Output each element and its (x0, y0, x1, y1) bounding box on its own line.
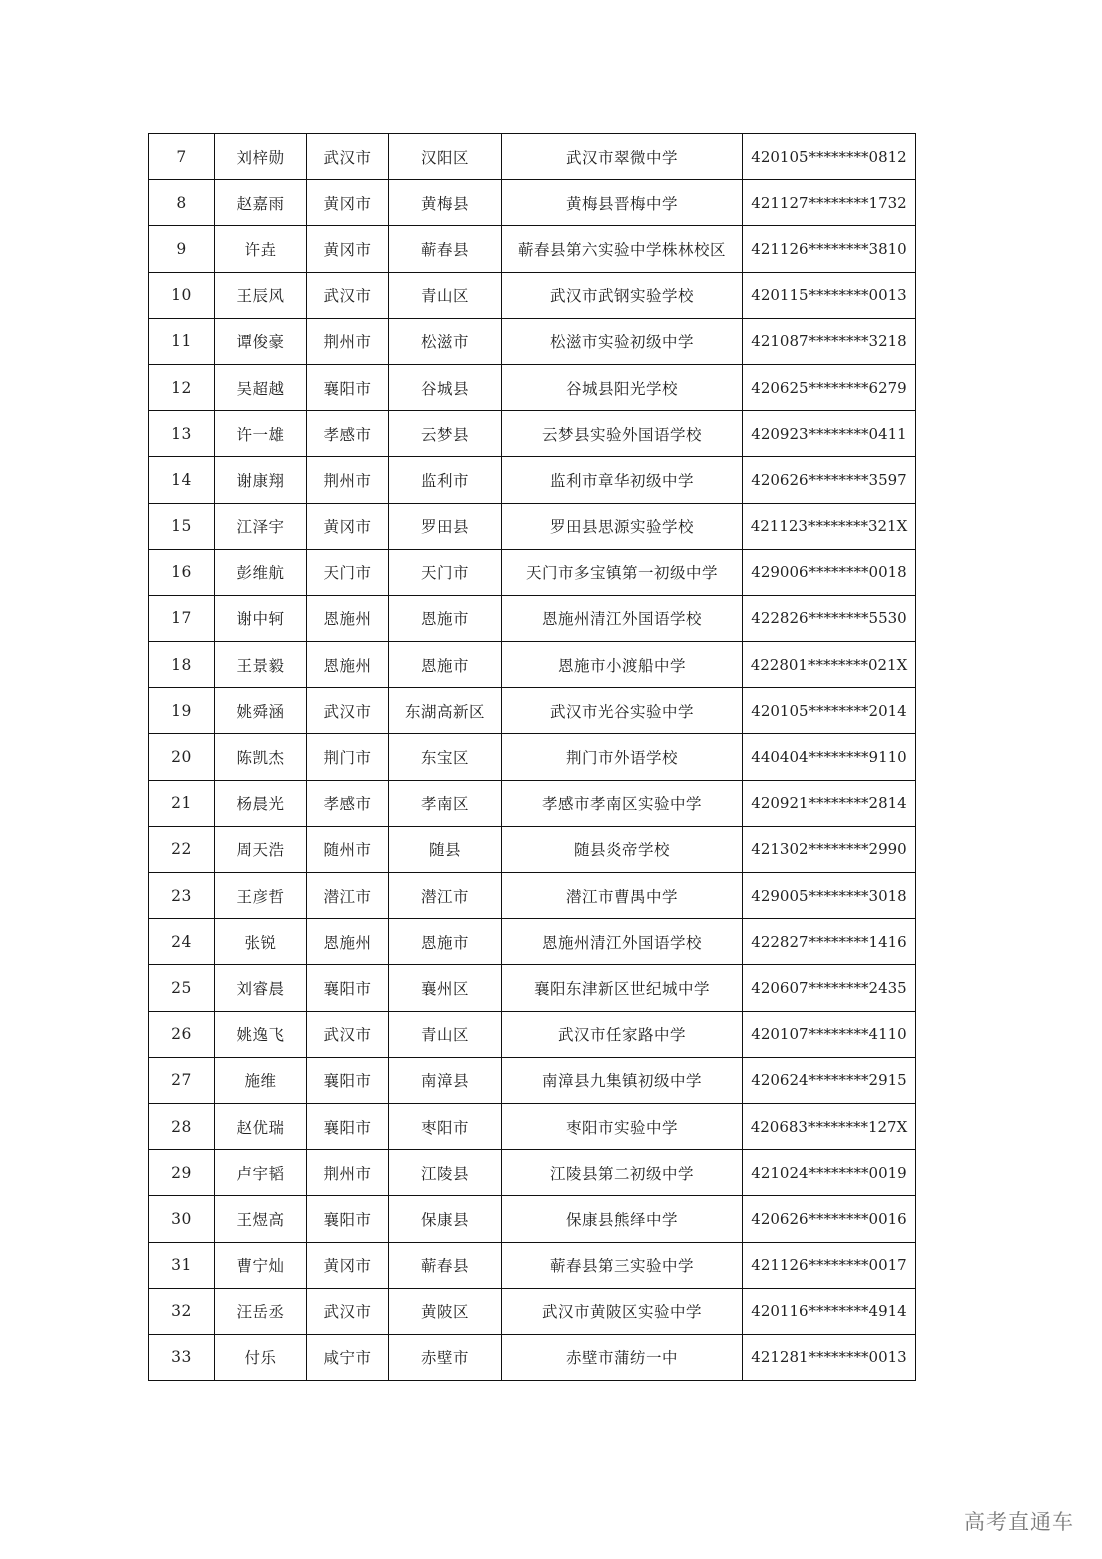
cell-student-name: 卢宇韬 (215, 1150, 307, 1196)
cell-number: 33 (149, 1334, 215, 1380)
cell-school: 武汉市武钢实验学校 (502, 272, 743, 318)
cell-school: 武汉市任家路中学 (502, 1011, 743, 1057)
cell-district: 监利市 (389, 457, 502, 503)
cell-id-number: 421302********2990 (743, 826, 916, 872)
cell-number: 12 (149, 364, 215, 410)
table-row (149, 1196, 916, 1242)
cell-id-number: 421126********0017 (743, 1242, 916, 1288)
cell-school: 南漳县九集镇初级中学 (502, 1057, 743, 1103)
cell-id-number: 421281********0013 (743, 1334, 916, 1380)
cell-city: 孝感市 (307, 780, 389, 826)
cell-id-number: 420921********2814 (743, 780, 916, 826)
table-row (149, 226, 916, 272)
cell-city: 潜江市 (307, 873, 389, 919)
cell-district: 谷城县 (389, 364, 502, 410)
cell-school: 蕲春县第六实验中学株林校区 (502, 226, 743, 272)
cell-school: 黄梅县晋梅中学 (502, 180, 743, 226)
cell-student-name: 刘梓勋 (215, 134, 307, 180)
cell-school: 潜江市曹禺中学 (502, 873, 743, 919)
cell-number: 19 (149, 688, 215, 734)
cell-city: 襄阳市 (307, 965, 389, 1011)
cell-student-name: 施维 (215, 1057, 307, 1103)
cell-district: 青山区 (389, 272, 502, 318)
table-row (149, 411, 916, 457)
cell-district: 孝南区 (389, 780, 502, 826)
cell-id-number: 420625********6279 (743, 364, 916, 410)
cell-city: 武汉市 (307, 134, 389, 180)
cell-student-name: 杨晨光 (215, 780, 307, 826)
cell-city: 黄冈市 (307, 1242, 389, 1288)
cell-school: 武汉市翠微中学 (502, 134, 743, 180)
cell-id-number: 420626********0016 (743, 1196, 916, 1242)
cell-id-number: 421087********3218 (743, 318, 916, 364)
cell-city: 恩施州 (307, 595, 389, 641)
student-list-table (148, 133, 916, 1381)
cell-id-number: 429006********0018 (743, 549, 916, 595)
cell-number: 28 (149, 1103, 215, 1149)
cell-id-number: 421024********0019 (743, 1150, 916, 1196)
cell-student-name: 谭俊豪 (215, 318, 307, 364)
cell-city: 黄冈市 (307, 180, 389, 226)
cell-school: 天门市多宝镇第一初级中学 (502, 549, 743, 595)
cell-school: 恩施州清江外国语学校 (502, 919, 743, 965)
cell-school: 赤壁市蒲纺一中 (502, 1334, 743, 1380)
cell-school: 孝感市孝南区实验中学 (502, 780, 743, 826)
cell-city: 随州市 (307, 826, 389, 872)
table-row (149, 873, 916, 919)
cell-id-number: 422827********1416 (743, 919, 916, 965)
cell-school: 随县炎帝学校 (502, 826, 743, 872)
cell-district: 黄梅县 (389, 180, 502, 226)
cell-city: 恩施州 (307, 642, 389, 688)
cell-school: 枣阳市实验中学 (502, 1103, 743, 1149)
cell-city: 荆州市 (307, 1150, 389, 1196)
cell-number: 30 (149, 1196, 215, 1242)
cell-id-number: 422826********5530 (743, 595, 916, 641)
cell-number: 25 (149, 965, 215, 1011)
cell-id-number: 422801********021X (743, 642, 916, 688)
cell-school: 云梦县实验外国语学校 (502, 411, 743, 457)
table-row (149, 826, 916, 872)
cell-id-number: 420626********3597 (743, 457, 916, 503)
cell-number: 11 (149, 318, 215, 364)
cell-school: 襄阳东津新区世纪城中学 (502, 965, 743, 1011)
cell-city: 武汉市 (307, 1011, 389, 1057)
cell-number: 17 (149, 595, 215, 641)
cell-id-number: 420105********0812 (743, 134, 916, 180)
cell-student-name: 汪岳丞 (215, 1288, 307, 1334)
cell-id-number: 421127********1732 (743, 180, 916, 226)
cell-student-name: 姚舜涵 (215, 688, 307, 734)
cell-student-name: 彭维航 (215, 549, 307, 595)
cell-number: 16 (149, 549, 215, 595)
cell-district: 蕲春县 (389, 226, 502, 272)
table-row (149, 780, 916, 826)
cell-number: 29 (149, 1150, 215, 1196)
cell-district: 赤壁市 (389, 1334, 502, 1380)
cell-city: 武汉市 (307, 272, 389, 318)
cell-student-name: 王景毅 (215, 642, 307, 688)
cell-number: 13 (149, 411, 215, 457)
cell-district: 潜江市 (389, 873, 502, 919)
cell-district: 随县 (389, 826, 502, 872)
cell-city: 襄阳市 (307, 1103, 389, 1149)
cell-city: 孝感市 (307, 411, 389, 457)
cell-student-name: 陈凯杰 (215, 734, 307, 780)
cell-id-number: 420115********0013 (743, 272, 916, 318)
cell-city: 黄冈市 (307, 226, 389, 272)
cell-district: 东宝区 (389, 734, 502, 780)
cell-number: 20 (149, 734, 215, 780)
table-row (149, 1334, 916, 1380)
cell-number: 32 (149, 1288, 215, 1334)
cell-school: 罗田县思源实验学校 (502, 503, 743, 549)
cell-school: 荆门市外语学校 (502, 734, 743, 780)
cell-student-name: 江泽宇 (215, 503, 307, 549)
cell-student-name: 许垚 (215, 226, 307, 272)
cell-id-number: 420116********4914 (743, 1288, 916, 1334)
cell-student-name: 谢康翔 (215, 457, 307, 503)
cell-number: 31 (149, 1242, 215, 1288)
cell-id-number: 420607********2435 (743, 965, 916, 1011)
watermark-text: 高考直通车 (964, 1510, 1074, 1534)
table-body (149, 134, 916, 1381)
cell-number: 27 (149, 1057, 215, 1103)
cell-number: 21 (149, 780, 215, 826)
cell-id-number: 421123********321X (743, 503, 916, 549)
table-row (149, 1057, 916, 1103)
cell-district: 恩施市 (389, 595, 502, 641)
cell-school: 武汉市光谷实验中学 (502, 688, 743, 734)
cell-number: 7 (149, 134, 215, 180)
cell-city: 襄阳市 (307, 1196, 389, 1242)
cell-student-name: 赵嘉雨 (215, 180, 307, 226)
cell-student-name: 张锐 (215, 919, 307, 965)
cell-city: 荆州市 (307, 457, 389, 503)
cell-id-number: 429005********3018 (743, 873, 916, 919)
cell-student-name: 王辰风 (215, 272, 307, 318)
table-row (149, 965, 916, 1011)
table-row (149, 688, 916, 734)
cell-id-number: 440404********9110 (743, 734, 916, 780)
table-row (149, 919, 916, 965)
cell-school: 监利市章华初级中学 (502, 457, 743, 503)
table-row (149, 595, 916, 641)
cell-city: 黄冈市 (307, 503, 389, 549)
cell-number: 18 (149, 642, 215, 688)
table-row (149, 180, 916, 226)
cell-district: 襄州区 (389, 965, 502, 1011)
cell-city: 天门市 (307, 549, 389, 595)
cell-school: 江陵县第二初级中学 (502, 1150, 743, 1196)
table-row (149, 457, 916, 503)
table-row (149, 549, 916, 595)
cell-student-name: 付乐 (215, 1334, 307, 1380)
cell-number: 9 (149, 226, 215, 272)
table-row (149, 134, 916, 180)
table-row (149, 1242, 916, 1288)
table-row (149, 1288, 916, 1334)
table-row (149, 272, 916, 318)
table-row (149, 503, 916, 549)
cell-district: 黄陂区 (389, 1288, 502, 1334)
cell-student-name: 刘睿晨 (215, 965, 307, 1011)
cell-city: 襄阳市 (307, 1057, 389, 1103)
cell-district: 恩施市 (389, 642, 502, 688)
cell-student-name: 许一雄 (215, 411, 307, 457)
cell-city: 武汉市 (307, 688, 389, 734)
cell-district: 南漳县 (389, 1057, 502, 1103)
cell-district: 青山区 (389, 1011, 502, 1057)
cell-city: 咸宁市 (307, 1334, 389, 1380)
cell-district: 天门市 (389, 549, 502, 595)
cell-number: 23 (149, 873, 215, 919)
cell-number: 10 (149, 272, 215, 318)
cell-student-name: 谢中轲 (215, 595, 307, 641)
cell-school: 恩施市小渡船中学 (502, 642, 743, 688)
table-row (149, 1150, 916, 1196)
cell-district: 恩施市 (389, 919, 502, 965)
cell-district: 枣阳市 (389, 1103, 502, 1149)
cell-school: 恩施州清江外国语学校 (502, 595, 743, 641)
cell-student-name: 曹宁灿 (215, 1242, 307, 1288)
table-row (149, 642, 916, 688)
cell-number: 8 (149, 180, 215, 226)
cell-student-name: 赵优瑞 (215, 1103, 307, 1149)
cell-id-number: 420683********127X (743, 1103, 916, 1149)
cell-school: 保康县熊绎中学 (502, 1196, 743, 1242)
table-row (149, 318, 916, 364)
table-row (149, 734, 916, 780)
cell-id-number: 420105********2014 (743, 688, 916, 734)
cell-city: 武汉市 (307, 1288, 389, 1334)
cell-district: 松滋市 (389, 318, 502, 364)
cell-number: 22 (149, 826, 215, 872)
cell-district: 云梦县 (389, 411, 502, 457)
cell-district: 保康县 (389, 1196, 502, 1242)
cell-id-number: 420624********2915 (743, 1057, 916, 1103)
cell-number: 14 (149, 457, 215, 503)
cell-district: 罗田县 (389, 503, 502, 549)
cell-district: 东湖高新区 (389, 688, 502, 734)
table-row (149, 364, 916, 410)
cell-school: 谷城县阳光学校 (502, 364, 743, 410)
cell-id-number: 420923********0411 (743, 411, 916, 457)
cell-number: 26 (149, 1011, 215, 1057)
cell-number: 15 (149, 503, 215, 549)
cell-district: 蕲春县 (389, 1242, 502, 1288)
cell-city: 襄阳市 (307, 364, 389, 410)
cell-city: 恩施州 (307, 919, 389, 965)
cell-student-name: 姚逸飞 (215, 1011, 307, 1057)
cell-district: 汉阳区 (389, 134, 502, 180)
cell-school: 松滋市实验初级中学 (502, 318, 743, 364)
cell-student-name: 王彦哲 (215, 873, 307, 919)
cell-city: 荆门市 (307, 734, 389, 780)
cell-school: 蕲春县第三实验中学 (502, 1242, 743, 1288)
cell-number: 24 (149, 919, 215, 965)
table-row (149, 1011, 916, 1057)
table-row (149, 1103, 916, 1149)
cell-district: 江陵县 (389, 1150, 502, 1196)
cell-student-name: 周天浩 (215, 826, 307, 872)
cell-school: 武汉市黄陂区实验中学 (502, 1288, 743, 1334)
cell-student-name: 王煜高 (215, 1196, 307, 1242)
cell-id-number: 421126********3810 (743, 226, 916, 272)
cell-student-name: 吴超越 (215, 364, 307, 410)
cell-id-number: 420107********4110 (743, 1011, 916, 1057)
cell-city: 荆州市 (307, 318, 389, 364)
